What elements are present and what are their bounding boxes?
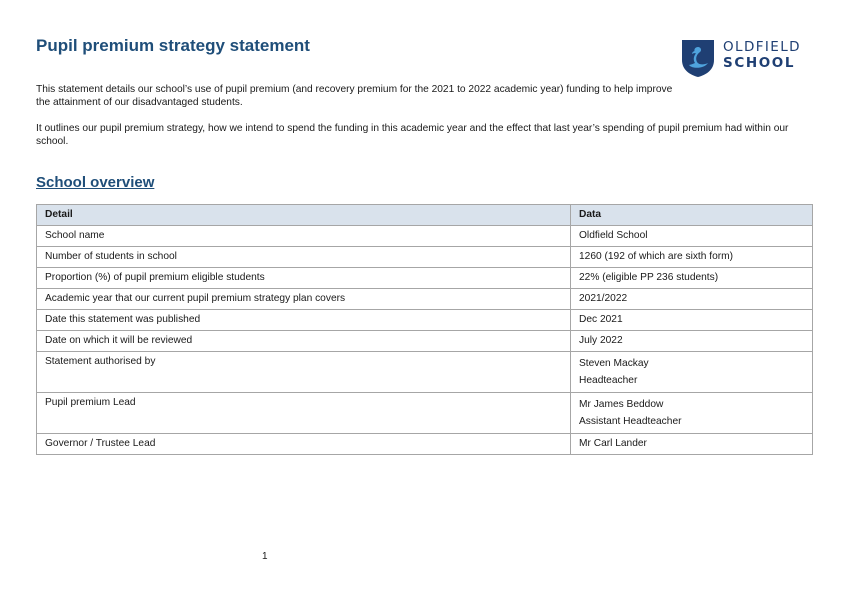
table-row	[37, 289, 813, 310]
detail-cell: Date on which it will be reviewed	[37, 331, 571, 352]
data-cell: Dec 2021	[571, 310, 813, 331]
table-row	[37, 352, 813, 393]
detail-cell: Academic year that our current pupil premium strategy plan covers	[37, 289, 571, 310]
data-cell: 1260 (192 of which are sixth form)	[571, 247, 813, 268]
data-cell: Oldfield School	[571, 226, 813, 247]
table-row	[37, 434, 813, 455]
logo-line-2: SCHOOL	[723, 55, 796, 71]
intro-paragraph-2: It outlines our pupil premium strategy, how we intend to spend the funding in this academic year and the effect that last year’s spending of pupil premium had within our school.	[36, 123, 789, 147]
column-header-detail: Detail	[37, 205, 571, 226]
table-row	[37, 247, 813, 268]
detail-cell: Pupil premium Lead	[37, 393, 571, 434]
column-header-data: Data	[571, 205, 813, 226]
data-cell-line: Steven Mackay	[579, 358, 649, 369]
data-cell	[571, 393, 813, 434]
data-cell: July 2022	[571, 331, 813, 352]
page-number: 1	[262, 551, 268, 562]
detail-cell: Proportion (%) of pupil premium eligible students	[37, 268, 571, 289]
table-row	[37, 310, 813, 331]
logo-line-1: OLDFIELD	[723, 39, 801, 55]
table-row	[37, 393, 813, 434]
data-cell-line: Assistant Headteacher	[579, 416, 682, 427]
table-row	[37, 331, 813, 352]
logo-wordmark	[723, 39, 801, 71]
school-logo	[680, 38, 812, 80]
detail-cell: School name	[37, 226, 571, 247]
detail-cell: Number of students in school	[37, 247, 571, 268]
data-cell	[571, 352, 813, 393]
table-header-row	[37, 205, 813, 226]
intro-paragraph-1: This statement details our school’s use of pupil premium (and recovery premium for the 2021 to 2022 academic year) funding to help improve the attainment of our disadvantaged students.	[36, 84, 673, 108]
data-cell-line: Headteacher	[579, 375, 638, 386]
data-cell: 2021/2022	[571, 289, 813, 310]
data-cell-line: Mr James Beddow	[579, 399, 664, 410]
page-title: Pupil premium strategy statement	[36, 36, 310, 55]
table-row	[37, 226, 813, 247]
data-cell: Mr Carl Lander	[571, 434, 813, 455]
school-overview-table	[36, 204, 813, 455]
section-heading-school-overview: School overview	[36, 174, 155, 191]
table-row	[37, 268, 813, 289]
detail-cell: Statement authorised by	[37, 352, 571, 393]
data-cell: 22% (eligible PP 236 students)	[571, 268, 813, 289]
swan-shield-icon	[680, 38, 716, 78]
detail-cell: Date this statement was published	[37, 310, 571, 331]
detail-cell: Governor / Trustee Lead	[37, 434, 571, 455]
